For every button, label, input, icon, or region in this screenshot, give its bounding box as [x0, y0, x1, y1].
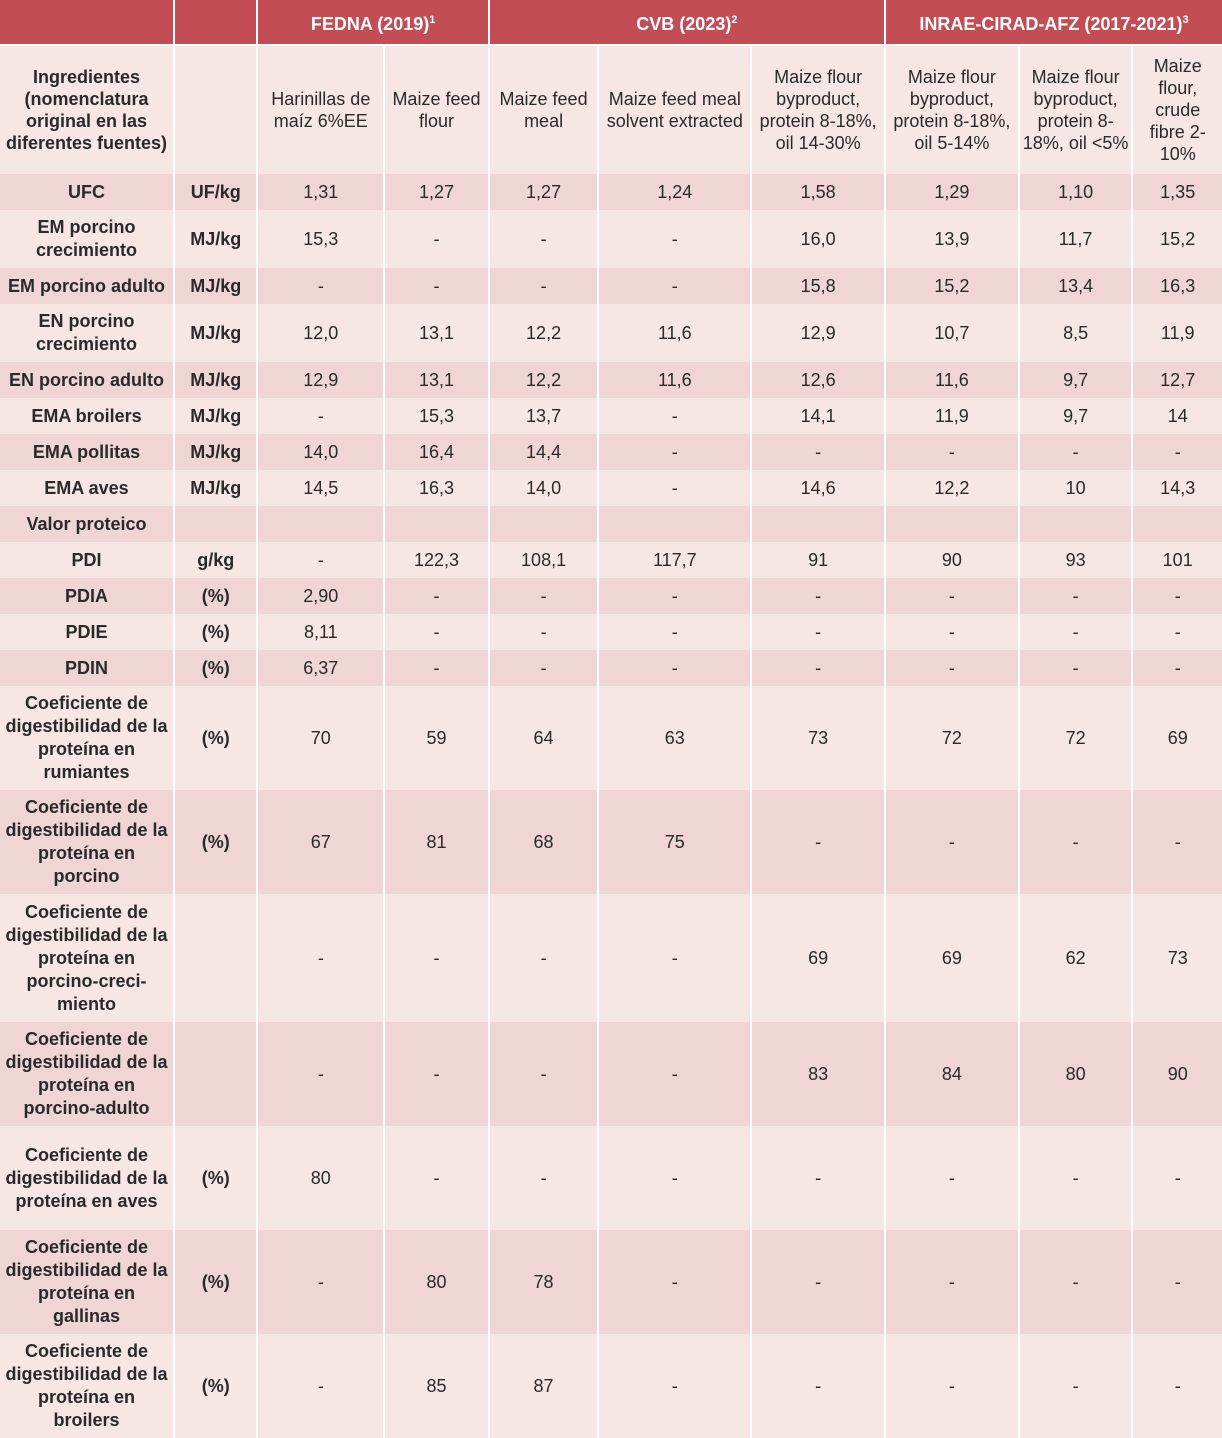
- value-cell: -: [885, 790, 1019, 894]
- value-cell: 68: [489, 790, 599, 894]
- value-cell: -: [1132, 1334, 1222, 1438]
- value-cell: -: [598, 1334, 751, 1438]
- value-cell: 87: [489, 1334, 599, 1438]
- value-cell: [257, 506, 384, 542]
- value-cell: -: [885, 650, 1019, 686]
- row-unit: UF/kg: [174, 174, 257, 210]
- row-unit: MJ/kg: [174, 398, 257, 434]
- value-cell: -: [598, 614, 751, 650]
- value-cell: 14,0: [257, 434, 384, 470]
- row-label: Coeficiente de digestibilidad de la proteína en rumiantes: [0, 686, 174, 790]
- row-unit: (%): [174, 1334, 257, 1438]
- value-cell: [885, 506, 1019, 542]
- value-cell: 14,3: [1132, 470, 1222, 506]
- value-cell: -: [1132, 1230, 1222, 1334]
- value-cell: -: [384, 210, 489, 268]
- row-label: PDIA: [0, 578, 174, 614]
- row-unit: g/kg: [174, 542, 257, 578]
- value-cell: -: [885, 578, 1019, 614]
- value-cell: -: [885, 1126, 1019, 1230]
- value-cell: -: [257, 542, 384, 578]
- table-row: [0, 1126, 1222, 1230]
- source-header-fedna: FEDNA $(2019)^1$: [257, 0, 488, 45]
- value-cell: -: [489, 210, 599, 268]
- value-cell: -: [885, 1230, 1019, 1334]
- row-label: Coeficiente de digestibilidad de la proteína en porcino: [0, 790, 174, 894]
- value-cell: -: [598, 470, 751, 506]
- value-cell: 13,9: [885, 210, 1019, 268]
- value-cell: -: [1132, 790, 1222, 894]
- value-cell: 12,2: [489, 362, 599, 398]
- value-cell: 1,27: [489, 174, 599, 210]
- source-header-cvb: CVB $(2023)^2$: [489, 0, 885, 45]
- value-cell: 72: [885, 686, 1019, 790]
- value-cell: 11,6: [598, 362, 751, 398]
- value-cell: 62: [1019, 894, 1133, 1022]
- value-cell: -: [751, 1334, 885, 1438]
- value-cell: 14,0: [489, 470, 599, 506]
- value-cell: 69: [885, 894, 1019, 1022]
- row-label: PDI: [0, 542, 174, 578]
- value-cell: 11,9: [885, 398, 1019, 434]
- row-unit: MJ/kg: [174, 268, 257, 304]
- row-unit: MJ/kg: [174, 362, 257, 398]
- value-cell: 122,3: [384, 542, 489, 578]
- table-row: [0, 542, 1222, 578]
- value-cell: -: [1019, 578, 1133, 614]
- table-row: [0, 686, 1222, 790]
- value-cell: 90: [885, 542, 1019, 578]
- value-cell: 14,4: [489, 434, 599, 470]
- row-unit: MJ/kg: [174, 470, 257, 506]
- value-cell: 15,3: [384, 398, 489, 434]
- value-cell: 2,90: [257, 578, 384, 614]
- value-cell: -: [1019, 1334, 1133, 1438]
- value-cell: 12,9: [257, 362, 384, 398]
- value-cell: [751, 506, 885, 542]
- value-cell: 70: [257, 686, 384, 790]
- value-cell: -: [257, 1022, 384, 1126]
- value-cell: 13,1: [384, 362, 489, 398]
- value-cell: -: [751, 578, 885, 614]
- value-cell: 1,24: [598, 174, 751, 210]
- value-cell: -: [885, 1334, 1019, 1438]
- value-cell: 1,31: [257, 174, 384, 210]
- value-cell: -: [885, 614, 1019, 650]
- row-label: Coeficiente de digestibilidad de la proteína en gallinas: [0, 1230, 174, 1334]
- value-cell: -: [751, 614, 885, 650]
- value-cell: 1,58: [751, 174, 885, 210]
- value-cell: 14,1: [751, 398, 885, 434]
- value-cell: 72: [1019, 686, 1133, 790]
- value-cell: 12,7: [1132, 362, 1222, 398]
- value-cell: -: [384, 894, 489, 1022]
- value-cell: -: [489, 1126, 599, 1230]
- row-unit: MJ/kg: [174, 210, 257, 268]
- value-cell: -: [751, 434, 885, 470]
- value-cell: -: [1132, 650, 1222, 686]
- row-unit: (%): [174, 1230, 257, 1334]
- value-cell: -: [257, 1334, 384, 1438]
- value-cell: -: [598, 578, 751, 614]
- value-cell: 64: [489, 686, 599, 790]
- table-row: [0, 650, 1222, 686]
- value-cell: -: [751, 790, 885, 894]
- value-cell: 1,29: [885, 174, 1019, 210]
- table-row: [0, 268, 1222, 304]
- ingredient-header-label: Ingredientes (nomenclatura original en las diferentes fuentes): [0, 45, 174, 174]
- row-label: EM porcino crecimiento: [0, 210, 174, 268]
- column-header: Harinillas de maíz 6%EE: [257, 45, 384, 174]
- table-row: [0, 362, 1222, 398]
- value-cell: 69: [751, 894, 885, 1022]
- row-label: PDIN: [0, 650, 174, 686]
- row-label: EMA broilers: [0, 398, 174, 434]
- value-cell: -: [489, 1022, 599, 1126]
- value-cell: -: [598, 398, 751, 434]
- value-cell: 91: [751, 542, 885, 578]
- value-cell: -: [257, 1230, 384, 1334]
- value-cell: -: [598, 1230, 751, 1334]
- unit-header: [174, 45, 257, 174]
- value-cell: 16,0: [751, 210, 885, 268]
- value-cell: 12,9: [751, 304, 885, 362]
- value-cell: 12,2: [489, 304, 599, 362]
- table-row: [0, 614, 1222, 650]
- value-cell: -: [489, 650, 599, 686]
- value-cell: 83: [751, 1022, 885, 1126]
- column-header: Maize flour byproduct, protein 8-18%, oil 14-30%: [751, 45, 885, 174]
- value-cell: 13,4: [1019, 268, 1133, 304]
- value-cell: 93: [1019, 542, 1133, 578]
- value-cell: 10,7: [885, 304, 1019, 362]
- value-cell: -: [1132, 1126, 1222, 1230]
- value-cell: -: [384, 650, 489, 686]
- value-cell: -: [751, 1230, 885, 1334]
- value-cell: 117,7: [598, 542, 751, 578]
- table-row: [0, 304, 1222, 362]
- table-row: [0, 894, 1222, 1022]
- column-header: Maize feed flour: [384, 45, 489, 174]
- value-cell: 63: [598, 686, 751, 790]
- value-cell: -: [257, 894, 384, 1022]
- value-cell: -: [384, 268, 489, 304]
- value-cell: -: [598, 894, 751, 1022]
- table-row: [0, 1230, 1222, 1334]
- value-cell: 8,11: [257, 614, 384, 650]
- value-cell: -: [598, 650, 751, 686]
- value-cell: 16,3: [384, 470, 489, 506]
- value-cell: 13,1: [384, 304, 489, 362]
- value-cell: -: [1019, 790, 1133, 894]
- value-cell: -: [384, 1022, 489, 1126]
- row-label: EN porcino adulto: [0, 362, 174, 398]
- value-cell: -: [384, 614, 489, 650]
- value-cell: 75: [598, 790, 751, 894]
- value-cell: 108,1: [489, 542, 599, 578]
- value-cell: -: [1019, 650, 1133, 686]
- value-cell: 101: [1132, 542, 1222, 578]
- value-cell: 10: [1019, 470, 1133, 506]
- row-unit: (%): [174, 790, 257, 894]
- value-cell: 15,2: [885, 268, 1019, 304]
- value-cell: 14,6: [751, 470, 885, 506]
- value-cell: 12,0: [257, 304, 384, 362]
- value-cell: 11,6: [885, 362, 1019, 398]
- value-cell: 16,4: [384, 434, 489, 470]
- table-row: [0, 174, 1222, 210]
- value-cell: 6,37: [257, 650, 384, 686]
- value-cell: 59: [384, 686, 489, 790]
- row-unit: [174, 1022, 257, 1126]
- table-row: [0, 434, 1222, 470]
- row-unit: (%): [174, 1126, 257, 1230]
- value-cell: -: [598, 1022, 751, 1126]
- value-cell: [384, 506, 489, 542]
- column-header: Maize flour byproduct, protein 8-18%, oil <5%: [1019, 45, 1133, 174]
- value-cell: -: [751, 1126, 885, 1230]
- value-cell: -: [1019, 1230, 1133, 1334]
- row-unit: (%): [174, 650, 257, 686]
- value-cell: -: [598, 268, 751, 304]
- row-label: EN porcino crecimiento: [0, 304, 174, 362]
- value-cell: 84: [885, 1022, 1019, 1126]
- value-cell: -: [489, 894, 599, 1022]
- row-unit: [174, 894, 257, 1022]
- value-cell: 9,7: [1019, 398, 1133, 434]
- row-label: Coeficiente de digestibilidad de la proteína en aves: [0, 1126, 174, 1230]
- value-cell: -: [1019, 434, 1133, 470]
- value-cell: 1,27: [384, 174, 489, 210]
- ingredient-header-row: [0, 45, 1222, 174]
- value-cell: [1132, 506, 1222, 542]
- value-cell: -: [598, 210, 751, 268]
- row-unit: [174, 506, 257, 542]
- value-cell: -: [598, 1126, 751, 1230]
- row-label: EMA pollitas: [0, 434, 174, 470]
- row-label: Coeficiente de digestibilidad de la proteína en broilers: [0, 1334, 174, 1438]
- value-cell: 9,7: [1019, 362, 1133, 398]
- value-cell: -: [257, 398, 384, 434]
- value-cell: [1019, 506, 1133, 542]
- value-cell: 16,3: [1132, 268, 1222, 304]
- value-cell: 15,2: [1132, 210, 1222, 268]
- value-cell: -: [885, 434, 1019, 470]
- value-cell: 1,10: [1019, 174, 1133, 210]
- row-label: EM porcino adulto: [0, 268, 174, 304]
- column-header: Maize feed meal solvent extracted: [598, 45, 751, 174]
- value-cell: -: [598, 434, 751, 470]
- value-cell: 73: [751, 686, 885, 790]
- value-cell: 12,2: [885, 470, 1019, 506]
- source-header-blank: [0, 0, 174, 45]
- value-cell: 15,3: [257, 210, 384, 268]
- column-header: Maize feed meal: [489, 45, 599, 174]
- value-cell: 80: [384, 1230, 489, 1334]
- value-cell: -: [1019, 1126, 1133, 1230]
- value-cell: 80: [1019, 1022, 1133, 1126]
- value-cell: -: [257, 268, 384, 304]
- row-label: Valor proteico: [0, 506, 174, 542]
- source-header-inrae: INRAE-CIRAD-AFZ (2017-2021)$^3$: [885, 0, 1222, 45]
- value-cell: 15,8: [751, 268, 885, 304]
- value-cell: 8,5: [1019, 304, 1133, 362]
- table-row: [0, 210, 1222, 268]
- table-row: [0, 506, 1222, 542]
- row-unit: MJ/kg: [174, 434, 257, 470]
- value-cell: 80: [257, 1126, 384, 1230]
- table-row: [0, 470, 1222, 506]
- row-label: PDIE: [0, 614, 174, 650]
- row-unit: (%): [174, 578, 257, 614]
- value-cell: 73: [1132, 894, 1222, 1022]
- row-unit: (%): [174, 686, 257, 790]
- value-cell: -: [489, 268, 599, 304]
- row-unit: MJ/kg: [174, 304, 257, 362]
- value-cell: 67: [257, 790, 384, 894]
- value-cell: -: [1019, 614, 1133, 650]
- value-cell: [598, 506, 751, 542]
- source-header-blank-unit: [174, 0, 257, 45]
- value-cell: 11,7: [1019, 210, 1133, 268]
- value-cell: -: [489, 614, 599, 650]
- row-label: Coeficiente de digestibilidad de la proteína en porcino-adulto: [0, 1022, 174, 1126]
- table-row: [0, 578, 1222, 614]
- value-cell: -: [384, 1126, 489, 1230]
- table-row: [0, 1022, 1222, 1126]
- table-row: [0, 790, 1222, 894]
- value-cell: -: [1132, 434, 1222, 470]
- column-header: Maize flour, crude fibre 2-10%: [1132, 45, 1222, 174]
- value-cell: 85: [384, 1334, 489, 1438]
- row-label: UFC: [0, 174, 174, 210]
- table-row: [0, 398, 1222, 434]
- source-header-row: [0, 0, 1222, 45]
- row-label: Coeficiente de digestibilidad de la proteína en porcino-creci-miento: [0, 894, 174, 1022]
- row-label: EMA aves: [0, 470, 174, 506]
- value-cell: 12,6: [751, 362, 885, 398]
- value-cell: -: [489, 578, 599, 614]
- value-cell: 90: [1132, 1022, 1222, 1126]
- table-row: [0, 1334, 1222, 1438]
- value-cell: 11,6: [598, 304, 751, 362]
- value-cell: 14: [1132, 398, 1222, 434]
- value-cell: 69: [1132, 686, 1222, 790]
- row-unit: (%): [174, 614, 257, 650]
- value-cell: [489, 506, 599, 542]
- value-cell: 78: [489, 1230, 599, 1334]
- value-cell: -: [751, 650, 885, 686]
- value-cell: -: [384, 578, 489, 614]
- value-cell: 1,35: [1132, 174, 1222, 210]
- value-cell: 14,5: [257, 470, 384, 506]
- column-header: Maize flour byproduct, protein 8-18%, oil 5-14%: [885, 45, 1019, 174]
- value-cell: 11,9: [1132, 304, 1222, 362]
- value-cell: 81: [384, 790, 489, 894]
- value-cell: -: [1132, 614, 1222, 650]
- value-cell: -: [1132, 578, 1222, 614]
- value-cell: 13,7: [489, 398, 599, 434]
